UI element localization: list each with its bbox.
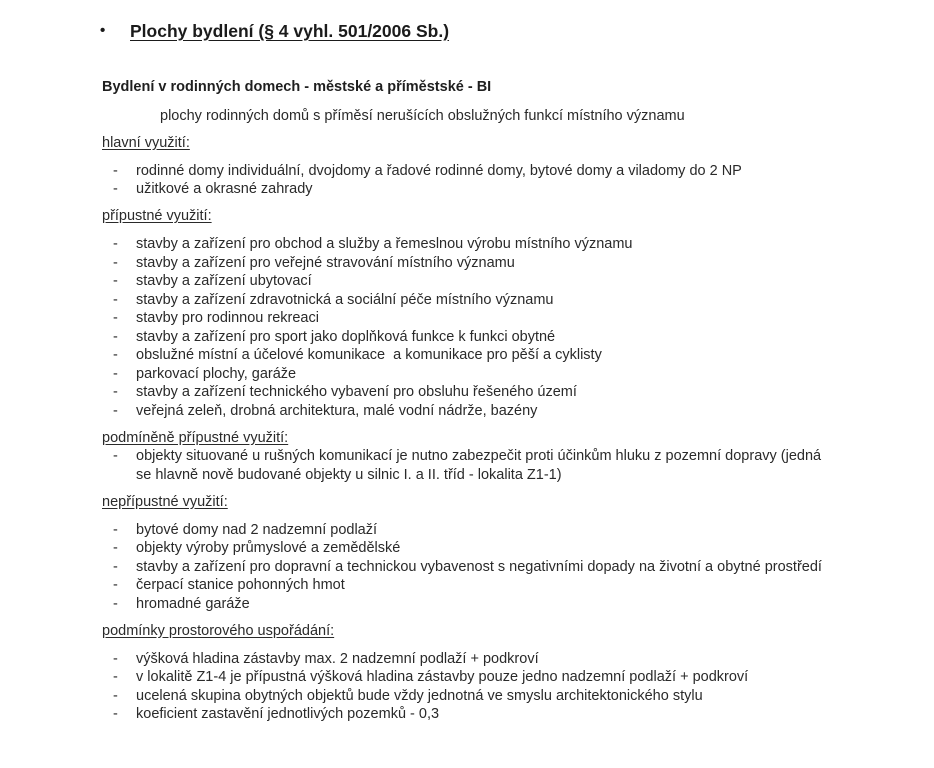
section-item-list [102,447,894,484]
list-item [102,521,894,540]
list-item [102,650,894,669]
list-item-dash: - [113,521,118,538]
list-item-text: rodinné domy individuální, dvojdomy a řadové rodinné domy, bytové domy a viladomy do 2 NP [136,162,742,179]
list-item-text: veřejná zeleň, drobná architektura, malé vodní nádrže, bazény [136,402,538,419]
list-item-text: stavby a zařízení pro dopravní a technickou vybavenost s negativními dopady na životní a obytné prostředí [136,558,822,575]
zone-description: plochy rodinných domů s příměsí nerušících obslužných funkcí místního významu [160,107,685,124]
list-item-dash: - [113,706,118,722]
section-heading: přípustné využití: [102,208,212,224]
section-podminene-pripustne-vyuziti [102,429,894,485]
list-item-text: stavby a zařízení pro veřejné stravování místního významu [136,254,515,271]
section-heading: nepřípustné využití: [102,493,228,510]
document-title-row [100,20,894,42]
list-item [102,383,894,402]
list-item [102,162,894,181]
list-item [102,705,894,724]
list-item-text: stavby a zařízení technického vybavení pro obsluhu řešeného území [136,384,577,400]
list-item-dash: - [113,402,118,419]
list-item [102,235,894,254]
list-item-text: čerpací stanice pohonných hmot [136,577,345,593]
list-item-text: objekty výroby průmyslové a zemědělské [136,540,401,556]
list-item-text: objekty situované u rušných komunikací je nutno zabezpečit proti účinkům hluku z pozemní dopravy (jedná se hlavně nově budované objekty u silnic I. a II. tříd - lokalita Z1-1) [136,448,826,483]
list-item [102,595,894,614]
list-item-dash: - [113,347,118,363]
list-item [102,291,894,310]
list-item [102,447,894,484]
list-item [102,309,894,328]
list-item-dash: - [113,384,118,400]
list-item [102,346,894,365]
list-item-dash: - [113,687,118,704]
list-item-text: stavby pro rodinnou rekreaci [136,310,319,326]
list-item-dash: - [113,254,118,271]
zone-type-heading: Bydlení v rodinných domech - městské a příměstské - BI [102,79,492,95]
section-hlavni-vyuziti [102,134,894,199]
list-item [102,576,894,595]
list-item-text: stavby a zařízení zdravotnická a sociální péče místního významu [136,291,554,308]
list-item [102,254,894,273]
list-item-text: parkovací plochy, garáže [136,365,297,382]
list-item-dash: - [113,540,118,556]
list-item-dash: - [113,328,118,345]
section-item-list [102,521,894,614]
list-item-dash: - [113,365,118,382]
list-item-text: ucelená skupina obytných objektů bude vždy jednotná ve smyslu architektonického stylu [136,687,703,704]
list-item-text: v lokalitě Z1-4 je přípustná výšková hladina zástavby pouze jedno nadzemní podlaží + podkroví [136,669,749,685]
sections-container [102,134,894,724]
list-item-dash: - [113,310,118,326]
list-item-dash: - [113,448,118,464]
list-item [102,180,894,199]
section-pripustne-vyuziti [102,207,894,420]
list-item-dash: - [113,291,118,308]
list-item [102,328,894,347]
list-item-text: stavby a zařízení pro sport jako doplňková funkce k funkci obytné [136,328,556,345]
list-item-text: bytové domy nad 2 nadzemní podlaží [136,521,378,538]
list-item [102,668,894,687]
list-item-text: obslužné místní a účelové komunikace a komunikace pro pěší a cyklisty [136,347,602,363]
list-item [102,272,894,291]
list-item-dash: - [113,669,118,685]
list-item-dash: - [113,558,118,575]
list-item-dash: - [113,236,118,252]
document-title: Plochy bydlení (§ 4 vyhl. 501/2006 Sb.) [130,21,450,41]
list-item-text: stavby a zařízení pro obchod a služby a řemeslnou výrobu místního významu [136,236,633,252]
section-nepripustne-vyuziti [102,493,894,614]
list-item [102,402,894,421]
list-item [102,558,894,577]
section-heading: podmíněně přípustné využití: [102,429,289,446]
list-item-dash: - [113,577,118,593]
list-item-text: stavby a zařízení ubytovací [136,273,312,289]
list-item [102,365,894,384]
list-item [102,687,894,706]
list-item-text: užitkové a okrasné zahrady [136,181,313,197]
section-heading: hlavní využití: [102,134,190,151]
list-item-dash: - [113,162,118,179]
title-bullet-icon: • [100,22,106,39]
list-item-text: hromadné garáže [136,595,250,612]
list-item-text: koeficient zastavění jednotlivých pozemků - 0,3 [136,706,440,722]
section-item-list [102,235,894,420]
list-item-dash: - [113,181,118,197]
section-item-list [102,162,894,199]
list-item-dash: - [113,595,118,612]
section-item-list [102,650,894,724]
section-podminky-prostoroveho-usporadani [102,622,894,724]
list-item-dash: - [113,273,118,289]
section-heading: podmínky prostorového uspořádání: [102,622,335,639]
list-item-text: výšková hladina zástavby max. 2 nadzemní podlaží + podkroví [136,650,539,667]
list-item-dash: - [113,650,118,667]
list-item [102,539,894,558]
